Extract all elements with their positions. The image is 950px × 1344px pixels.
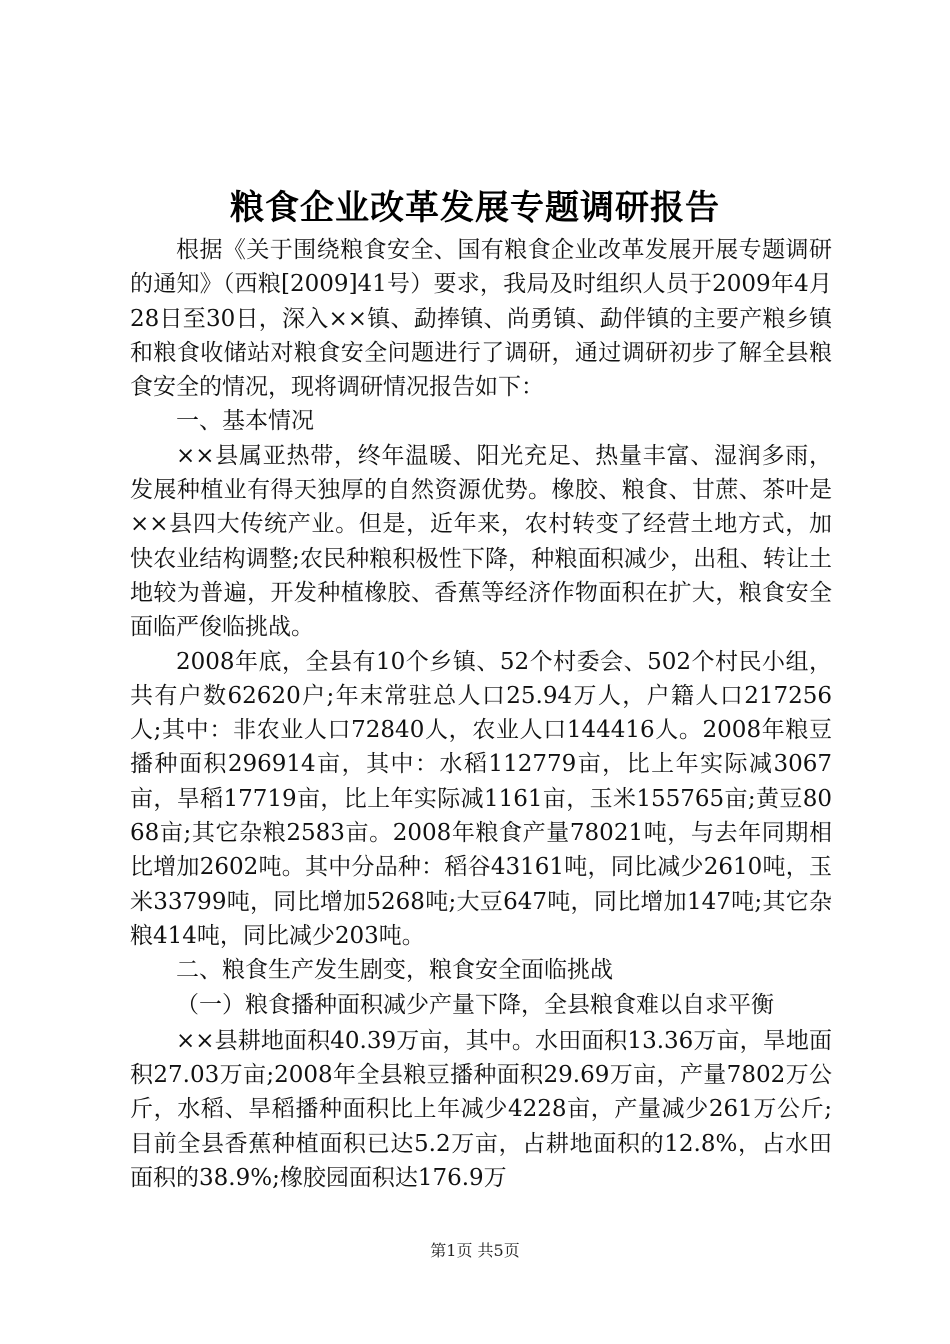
paragraph-farmland: ××县耕地面积40.39万亩，其中。水田面积13.36万亩，旱地面积27.03万亩;2008年全县粮豆播种面积29.69万亩，产量7802万公斤，水稻、旱稻播种面积比上年减少4228亩，产量减少261万公斤;目前全县香蕉种植面积已达5.2万亩，占耕地面积的12.8%，占水田面积的38.9%;橡胶园面积达176.9万: [130, 1027, 832, 1192]
document-body: [130, 233, 832, 1195]
subsection-heading-1: （一）粮食播种面积减少产量下降，全县粮食难以自求平衡: [176, 991, 774, 1018]
paragraph-statistics: 2008年底，全县有10个乡镇、52个村委会、502个村民小组，共有户数62620户;年末常驻总人口25.94万人，户籍人口217256人;其中：非农业人口72840人，农业人口144416人。2008年粮豆播种面积296914亩，其中：水稻112779亩，比上年实际减3067亩，旱稻17719亩，比上年实际减1161亩，玉米155765亩;黄豆8068亩;其它杂粮2583亩。2008年粮食产量78021吨，与去年同期相比增加2602吨。其中分品种：稻谷43161吨，同比减少2610吨，玉米33799吨，同比增加5268吨;大豆647吨，同比增加147吨;其它杂粮414吨，同比减少203吨。: [130, 648, 832, 949]
paragraph-intro: 根据《关于围绕粮食安全、国有粮食企业改革发展开展专题调研的通知》（西粮[2009]41号）要求，我局及时组织人员于2009年4月28日至30日，深入××镇、勐捧镇、尚勇镇、勐伴镇的主要产粮乡镇和粮食收储站对粮食安全问题进行了调研，通过调研初步了解全县粮食安全的情况，现将调研情况报告如下：: [130, 237, 832, 401]
section-heading-basic: 一、基本情况: [176, 408, 314, 435]
document-title: 粮食企业改革发展专题调研报告: [230, 188, 720, 228]
paragraph-climate: ××县属亚热带，终年温暖、阳光充足、热量丰富、湿润多雨，发展种植业有得天独厚的自然资源优势。橡胶、粮食、甘蔗、茶叶是××县四大传统产业。但是，近年来，农村转变了经营土地方式，加快农业结构调整;农民种粮积极性下降，种粮面积减少，出租、转让土地较为普遍，开发种植橡胶、香蕉等经济作物面积在扩大，粮食安全面临严俊临挑战。: [130, 442, 832, 641]
section-heading-challenges: 二、粮食生产发生剧变，粮食安全面临挑战: [176, 957, 613, 984]
page-footer: 第1页 共5页: [430, 1241, 520, 1260]
